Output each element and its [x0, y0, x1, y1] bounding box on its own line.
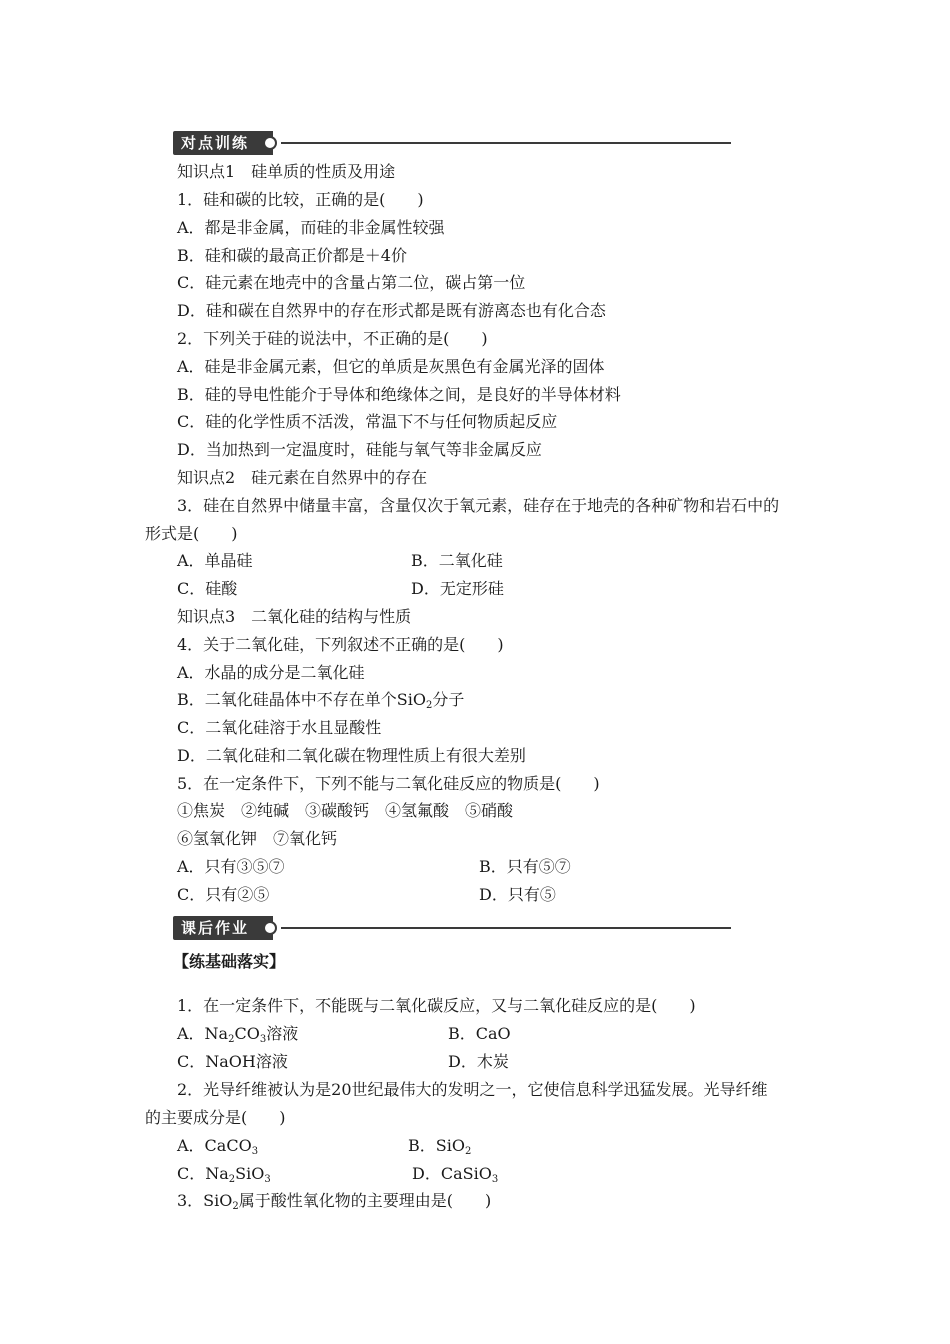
question-5-option-c: C．只有②⑤ — [177, 885, 270, 904]
knowledge-point-1: 知识点1 硅单质的性质及用途 — [177, 162, 396, 181]
hw-question-2-stem: 2．光导纤维被认为是20世纪最伟大的发明之一，它使信息科学迅猛发展。光导纤维 — [177, 1080, 768, 1099]
question-4-option-b: B．二氧化硅晶体中不存在单个SiO$_2$分子 — [177, 690, 465, 711]
hw-question-1-option-d: D．木炭 — [448, 1052, 509, 1071]
section-title: 对点训练 — [173, 131, 273, 155]
bullet-dot-icon — [263, 921, 277, 935]
question-1-option-c: C．硅元素在地壳中的含量占第二位，碳占第一位 — [177, 273, 526, 292]
question-5-list-2: ⑥氢氧化钾 ⑦氧化钙 — [177, 829, 338, 848]
hw-question-2-option-c: C．$Na_2SiO_3$ — [177, 1164, 271, 1185]
question-5-option-a: A．只有③⑤⑦ — [177, 857, 285, 876]
hw-question-3-stem: 3．SiO$_2$属于酸性氧化物的主要理由是( ) — [177, 1191, 492, 1212]
question-3-stem: 3．硅在自然界中储量丰富，含量仅次于氧元素，硅存在于地壳的各种矿物和岩石中的 — [177, 496, 780, 515]
hw-question-1-option-b: B．CaO — [448, 1024, 511, 1043]
question-3-stem-cont: 形式是( ) — [145, 524, 238, 543]
hw-question-1-option-a: A．$Na_2CO_3$溶液 — [177, 1024, 299, 1045]
bullet-dot-icon — [263, 136, 277, 150]
question-3-option-c: C．硅酸 — [177, 579, 238, 598]
hw-question-2-stem-cont: 的主要成分是( ) — [145, 1108, 286, 1127]
question-1-option-a: A．都是非金属，而硅的非金属性较强 — [177, 218, 445, 237]
question-4-stem: 4．关于二氧化硅，下列叙述不正确的是( ) — [177, 635, 504, 654]
question-3-option-a: A．单晶硅 — [177, 551, 253, 570]
question-1-option-b: B．硅和碳的最高正价都是＋4价 — [177, 246, 407, 265]
question-2-option-c: C．硅的化学性质不活泼，常温下不与任何物质起反应 — [177, 412, 558, 431]
question-1-option-d: D．硅和碳在自然界中的存在形式都是既有游离态也有化合态 — [177, 301, 606, 320]
question-3-option-b: B．二氧化硅 — [411, 551, 503, 570]
question-5-option-b: B．只有⑤⑦ — [479, 857, 571, 876]
knowledge-point-2: 知识点2 硅元素在自然界中的存在 — [177, 468, 428, 487]
question-5-option-d: D．只有⑤ — [479, 885, 556, 904]
question-5-stem: 5．在一定条件下，下列不能与二氧化硅反应的物质是( ) — [177, 774, 600, 793]
question-2-stem: 2．下列关于硅的说法中，不正确的是( ) — [177, 329, 488, 348]
question-1-stem: 1．硅和碳的比较，正确的是( ) — [177, 190, 424, 209]
hw-question-2-option-d: D．CaSiO$_3$ — [412, 1164, 499, 1185]
subsection-title: 【练基础落实】 — [173, 952, 286, 971]
header-rule — [281, 142, 731, 144]
question-3-option-d: D．无定形硅 — [411, 579, 504, 598]
hw-question-2-option-b: B．SiO$_2$ — [408, 1136, 472, 1157]
hw-question-1-option-c: C．NaOH溶液 — [177, 1052, 288, 1071]
knowledge-point-3: 知识点3 二氧化硅的结构与性质 — [177, 607, 412, 626]
question-4-option-a: A．水晶的成分是二氧化硅 — [177, 663, 365, 682]
header-rule — [281, 927, 731, 929]
question-2-option-b: B．硅的导电性能介于导体和绝缘体之间，是良好的半导体材料 — [177, 385, 621, 404]
question-2-option-d: D．当加热到一定温度时，硅能与氧气等非金属反应 — [177, 440, 542, 459]
question-4-option-c: C．二氧化硅溶于水且显酸性 — [177, 718, 382, 737]
question-4-option-d: D．二氧化硅和二氧化碳在物理性质上有很大差别 — [177, 746, 526, 765]
question-2-option-a: A．硅是非金属元素，但它的单质是灰黑色有金属光泽的固体 — [177, 357, 605, 376]
hw-question-2-option-a: A．CaCO$_3$ — [177, 1136, 259, 1157]
question-5-list-1: ①焦炭 ②纯碱 ③碳酸钙 ④氢氟酸 ⑤硝酸 — [177, 801, 514, 820]
hw-question-1-stem: 1．在一定条件下，不能既与二氧化碳反应，又与二氧化硅反应的是( ) — [177, 996, 696, 1015]
section-title: 课后作业 — [173, 916, 273, 940]
